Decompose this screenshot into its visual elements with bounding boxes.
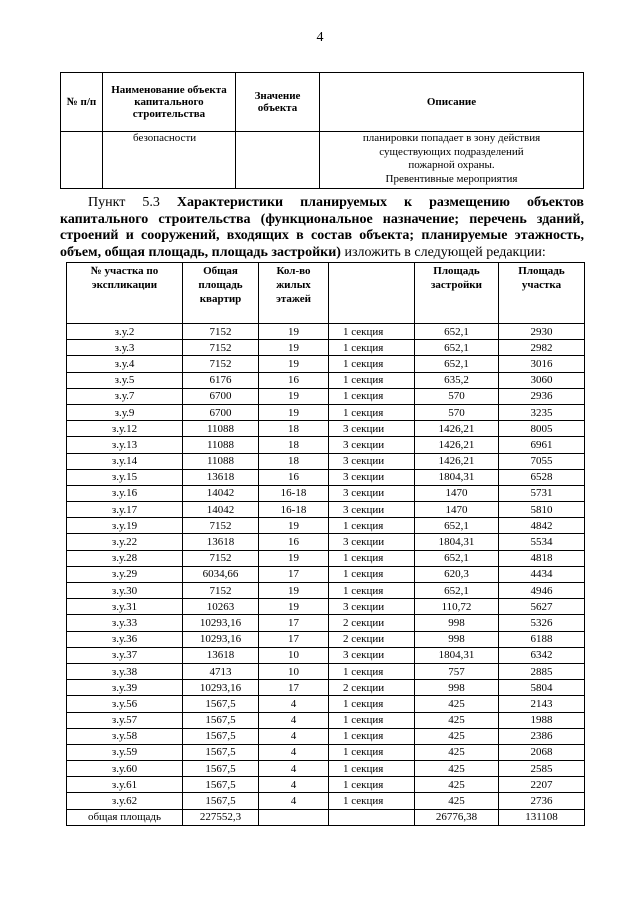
cell-site: 5810 (499, 502, 585, 518)
cell-area: 13618 (183, 534, 259, 550)
cell-site: 3060 (499, 372, 585, 388)
cell-area: 11088 (183, 421, 259, 437)
cell-site: 6342 (499, 647, 585, 663)
cell-site: 3235 (499, 404, 585, 420)
cell-floors: 19 (259, 388, 329, 404)
cell-site: 5731 (499, 485, 585, 501)
cell-site: 5534 (499, 534, 585, 550)
header-built-area: Площадь застройки (415, 263, 499, 324)
cell-built: 1470 (415, 502, 499, 518)
cell-sections: 1 секция (329, 550, 415, 566)
cell-plot: з.у.36 (67, 631, 183, 647)
cell-area: 7152 (183, 518, 259, 534)
table-row (67, 356, 585, 372)
cell-site: 2068 (499, 744, 585, 760)
plots-table (66, 262, 585, 826)
cell-sections: 1 секция (329, 793, 415, 809)
cell-area: 7152 (183, 356, 259, 372)
cell-area: 1567,5 (183, 777, 259, 793)
cell-built: 1426,21 (415, 421, 499, 437)
cell-plot: з.у.61 (67, 777, 183, 793)
cell-sections: 1 секция (329, 340, 415, 356)
cell-floors: 17 (259, 566, 329, 582)
cell-site: 1988 (499, 712, 585, 728)
cell-area: 7152 (183, 324, 259, 340)
cell-area: 7152 (183, 340, 259, 356)
cell-plot: з.у.4 (67, 356, 183, 372)
table-row (67, 340, 585, 356)
cell-plot: з.у.22 (67, 534, 183, 550)
cell-area: 227552,3 (183, 809, 259, 825)
cell-floors: 16-18 (259, 485, 329, 501)
header-plot-number: № участка по экспликации (67, 263, 183, 324)
cell-area: 10293,16 (183, 631, 259, 647)
cell-floors: 18 (259, 453, 329, 469)
table-row (67, 696, 585, 712)
cell-site: 6188 (499, 631, 585, 647)
cell-sections: 1 секция (329, 712, 415, 728)
cell-sections: 3 секции (329, 453, 415, 469)
table-row (67, 728, 585, 744)
cell-plot: з.у.37 (67, 647, 183, 663)
cell-plot: з.у.3 (67, 340, 183, 356)
cell-area: 7152 (183, 583, 259, 599)
cell-floors: 4 (259, 777, 329, 793)
cell-plot: з.у.15 (67, 469, 183, 485)
table-row (67, 615, 585, 631)
cell-sections: 3 секции (329, 502, 415, 518)
cell-area: 10263 (183, 599, 259, 615)
table-row (67, 372, 585, 388)
table-row (67, 663, 585, 679)
table-row (67, 324, 585, 340)
cell-sections: 1 секция (329, 777, 415, 793)
cell-plot: з.у.57 (67, 712, 183, 728)
cell-sections: 1 секция (329, 728, 415, 744)
table-row (67, 534, 585, 550)
cell-site: 8005 (499, 421, 585, 437)
cell-built: 1426,21 (415, 453, 499, 469)
cell-site: 6528 (499, 469, 585, 485)
cell-built: 1804,31 (415, 469, 499, 485)
cell-plot: з.у.59 (67, 744, 183, 760)
section-paragraph (60, 195, 584, 261)
cell-plot: общая площадь (67, 809, 183, 825)
cell-floors: 16 (259, 469, 329, 485)
cell-built: 1804,31 (415, 647, 499, 663)
cell-site: 2885 (499, 663, 585, 679)
header-total-area: Общая площадь квартир (183, 263, 259, 324)
cell-sections: 3 секции (329, 647, 415, 663)
cell-built: 425 (415, 744, 499, 760)
cell-floors: 19 (259, 583, 329, 599)
cell-floors: 19 (259, 404, 329, 420)
cell-area: 1567,5 (183, 712, 259, 728)
cell-built: 998 (415, 680, 499, 696)
cell-site: 6961 (499, 437, 585, 453)
cell-area: 10293,16 (183, 615, 259, 631)
cell-area: 10293,16 (183, 680, 259, 696)
cell-plot: з.у.5 (67, 372, 183, 388)
cell-built: 425 (415, 777, 499, 793)
cell-sections: 1 секция (329, 372, 415, 388)
cell-site: 4818 (499, 550, 585, 566)
header-site-area: Площадь участка (499, 263, 585, 324)
cell-plot: з.у.33 (67, 615, 183, 631)
cell-area: 6176 (183, 372, 259, 388)
cell-plot: з.у.14 (67, 453, 183, 469)
table-row (61, 132, 584, 189)
cell-area: 1567,5 (183, 728, 259, 744)
cell-sections: 2 секции (329, 680, 415, 696)
cell-sections: 1 секция (329, 388, 415, 404)
cell-sections: 1 секция (329, 663, 415, 679)
cell-site: 2207 (499, 777, 585, 793)
cell-area: 6034,66 (183, 566, 259, 582)
cell-built: 425 (415, 761, 499, 777)
cell-area: 7152 (183, 550, 259, 566)
cell-floors: 19 (259, 518, 329, 534)
cell-area: 6700 (183, 388, 259, 404)
table-row (67, 404, 585, 420)
cell-built: 998 (415, 615, 499, 631)
cell-site: 3016 (499, 356, 585, 372)
table-row (67, 777, 585, 793)
cell-sections (329, 809, 415, 825)
cell-site: 2930 (499, 324, 585, 340)
cell-built: 998 (415, 631, 499, 647)
cell-built: 425 (415, 696, 499, 712)
cell-floors (259, 809, 329, 825)
cell-built: 425 (415, 728, 499, 744)
cell-floors: 4 (259, 728, 329, 744)
cell-area: 1567,5 (183, 744, 259, 760)
table-row (67, 647, 585, 663)
cell-area: 14042 (183, 502, 259, 518)
cell-plot: з.у.16 (67, 485, 183, 501)
cell-sections: 1 секция (329, 356, 415, 372)
cell-built: 635,2 (415, 372, 499, 388)
cell-built: 620,3 (415, 566, 499, 582)
description-line: планировки попадает в зону действия (362, 132, 541, 144)
cell-built: 652,1 (415, 583, 499, 599)
cell-site: 2936 (499, 388, 585, 404)
table-row (67, 631, 585, 647)
table-row (67, 566, 585, 582)
cell-floors: 17 (259, 680, 329, 696)
page-number: 4 (316, 30, 324, 45)
cell-floors: 4 (259, 761, 329, 777)
cell-floors: 19 (259, 340, 329, 356)
cell-built: 652,1 (415, 550, 499, 566)
paragraph-bold-title: Характеристики планируемых к размещению объектов капитального строительства (функциональное назначение; перечень зданий, строений и сооружений, входящих в состав объекта; планируемые этажность, объем, общая площадь, площадь застройки) (60, 195, 584, 260)
cell-built: 570 (415, 388, 499, 404)
cell-floors: 19 (259, 550, 329, 566)
cell-built: 570 (415, 404, 499, 420)
header-object-value: Значение объекта (236, 73, 320, 132)
cell-area: 1567,5 (183, 761, 259, 777)
cell-plot: з.у.30 (67, 583, 183, 599)
cell-built: 757 (415, 663, 499, 679)
cell-built: 652,1 (415, 518, 499, 534)
cell-built: 425 (415, 712, 499, 728)
cell-site: 4946 (499, 583, 585, 599)
cell-sections: 3 секции (329, 437, 415, 453)
cell-plot: з.у.62 (67, 793, 183, 809)
table-row (67, 712, 585, 728)
header-object-name: Наименование объекта капитального строительства (103, 73, 236, 132)
cell-sections: 3 секции (329, 599, 415, 615)
paragraph-tail: изложить в следующей редакции: (340, 244, 546, 260)
cell-area: 1567,5 (183, 696, 259, 712)
cell-built: 652,1 (415, 324, 499, 340)
cell-floors: 4 (259, 793, 329, 809)
description-line: Превентивные мероприятия (385, 172, 518, 185)
cell-site: 5326 (499, 615, 585, 631)
cell-floors: 4 (259, 696, 329, 712)
cell-sections: 1 секция (329, 583, 415, 599)
cell-object-name: безопасности (103, 132, 236, 189)
cell-sections: 3 секции (329, 469, 415, 485)
cell-built: 110,72 (415, 599, 499, 615)
table-row (67, 599, 585, 615)
cell-floors: 16 (259, 534, 329, 550)
cell-site: 4842 (499, 518, 585, 534)
cell-plot: з.у.12 (67, 421, 183, 437)
cell-site: 2585 (499, 761, 585, 777)
cell-plot: з.у.29 (67, 566, 183, 582)
description-table (60, 72, 584, 189)
cell-built: 1426,21 (415, 437, 499, 453)
table-row (67, 453, 585, 469)
table-row (67, 421, 585, 437)
cell-site: 5627 (499, 599, 585, 615)
plots-table-header (67, 263, 585, 324)
cell-area: 6700 (183, 404, 259, 420)
cell-site: 2982 (499, 340, 585, 356)
table-row (67, 388, 585, 404)
cell-sections: 1 секция (329, 761, 415, 777)
cell-plot: з.у.9 (67, 404, 183, 420)
cell-site: 7055 (499, 453, 585, 469)
table-row (67, 793, 585, 809)
table-row (67, 469, 585, 485)
cell-plot: з.у.2 (67, 324, 183, 340)
table-row (67, 761, 585, 777)
cell-sections: 2 секции (329, 615, 415, 631)
cell-floors: 4 (259, 712, 329, 728)
cell-sections: 1 секция (329, 404, 415, 420)
table-row (67, 518, 585, 534)
table-row (67, 583, 585, 599)
header-number: № п/п (61, 73, 103, 132)
cell-area: 11088 (183, 437, 259, 453)
cell-site: 2736 (499, 793, 585, 809)
cell-number (61, 132, 103, 189)
cell-plot: з.у.13 (67, 437, 183, 453)
cell-description (320, 132, 584, 189)
header-description: Описание (320, 73, 584, 132)
cell-sections: 3 секции (329, 534, 415, 550)
cell-area: 14042 (183, 485, 259, 501)
cell-plot: з.у.56 (67, 696, 183, 712)
cell-floors: 10 (259, 647, 329, 663)
cell-area: 13618 (183, 469, 259, 485)
description-line: существующих подразделений (379, 145, 524, 158)
cell-plot: з.у.38 (67, 663, 183, 679)
header-sections (329, 263, 415, 324)
table-row (67, 502, 585, 518)
cell-area: 1567,5 (183, 793, 259, 809)
cell-floors: 19 (259, 356, 329, 372)
cell-floors: 19 (259, 324, 329, 340)
cell-floors: 4 (259, 744, 329, 760)
cell-floors: 19 (259, 599, 329, 615)
cell-floors: 16 (259, 372, 329, 388)
table-row (67, 680, 585, 696)
cell-plot: з.у.7 (67, 388, 183, 404)
paragraph-lead: Пункт 5.3 (88, 195, 177, 210)
cell-floors: 16-18 (259, 502, 329, 518)
cell-plot: з.у.17 (67, 502, 183, 518)
cell-built: 652,1 (415, 356, 499, 372)
table-row (67, 485, 585, 501)
cell-plot: з.у.19 (67, 518, 183, 534)
table-row (67, 437, 585, 453)
cell-site: 131108 (499, 809, 585, 825)
cell-site: 2386 (499, 728, 585, 744)
cell-sections: 1 секция (329, 324, 415, 340)
table-row (67, 744, 585, 760)
cell-sections: 1 секция (329, 696, 415, 712)
cell-floors: 18 (259, 421, 329, 437)
cell-area: 4713 (183, 663, 259, 679)
cell-plot: з.у.31 (67, 599, 183, 615)
cell-sections: 1 секция (329, 744, 415, 760)
cell-built: 652,1 (415, 340, 499, 356)
description-table-header (61, 73, 584, 132)
cell-sections: 1 секция (329, 518, 415, 534)
cell-plot: з.у.60 (67, 761, 183, 777)
header-floors: Кол-во жилых этажей (259, 263, 329, 324)
cell-built: 26776,38 (415, 809, 499, 825)
cell-sections: 3 секции (329, 485, 415, 501)
cell-sections: 1 секция (329, 566, 415, 582)
cell-built: 1804,31 (415, 534, 499, 550)
cell-floors: 17 (259, 615, 329, 631)
cell-floors: 17 (259, 631, 329, 647)
cell-site: 2143 (499, 696, 585, 712)
cell-floors: 18 (259, 437, 329, 453)
cell-site: 5804 (499, 680, 585, 696)
cell-floors: 10 (259, 663, 329, 679)
cell-plot: з.у.58 (67, 728, 183, 744)
table-row (67, 809, 585, 825)
cell-area: 11088 (183, 453, 259, 469)
cell-sections: 2 секции (329, 631, 415, 647)
cell-object-value (236, 132, 320, 189)
cell-plot: з.у.28 (67, 550, 183, 566)
cell-built: 1470 (415, 485, 499, 501)
cell-site: 4434 (499, 566, 585, 582)
cell-area: 13618 (183, 647, 259, 663)
description-line: пожарной охраны. (408, 159, 495, 171)
table-row (67, 550, 585, 566)
cell-plot: з.у.39 (67, 680, 183, 696)
cell-sections: 3 секции (329, 421, 415, 437)
cell-built: 425 (415, 793, 499, 809)
